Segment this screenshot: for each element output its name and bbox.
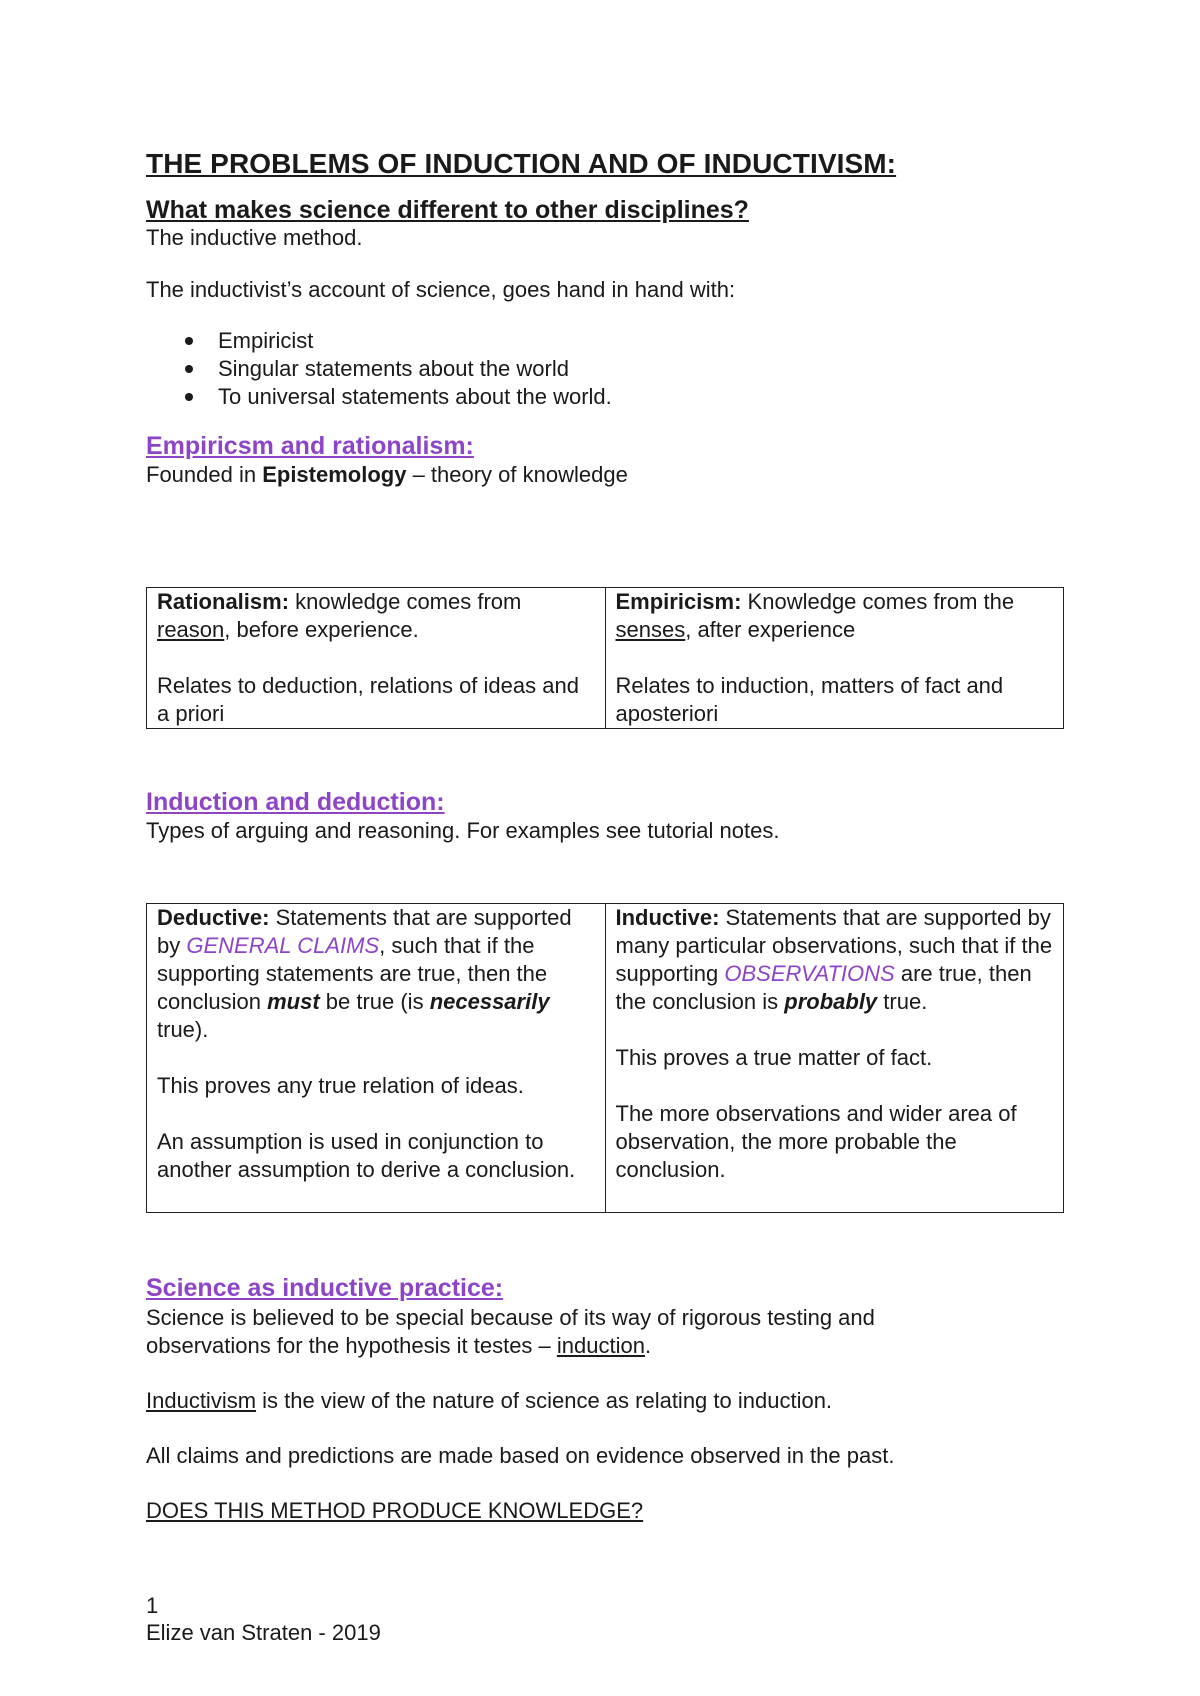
rationalism-cell: Rationalism: knowledge comes from reason, before experience. Relates to deduction, relations of ideas and a priori <box>147 588 606 729</box>
list-item: Empiricist <box>146 327 612 355</box>
bullet-icon <box>185 365 193 373</box>
footer-author: Elize van Straten - 2019 <box>146 1620 381 1645</box>
page-number: 1 <box>146 1593 159 1618</box>
deductive-cell: Deductive: Statements that are supported by GENERAL CLAIMS, such that if the supporting statements are true, then the conclusion must be true (is necessarily true). This proves any true relation of ideas. An assumption is used in conjunction to another assumption to derive a conclusion. <box>147 904 606 1213</box>
inductive-cell: Inductive: Statements that are supported by many particular observations, such that if the supporting OBSERVATIONS are true, then the conclusion is probably true. This proves a true matter of fact. The more observations and wider area of observation, the more probable the conclusion. <box>605 904 1064 1213</box>
section-heading-empiricism: Empiricsm and rationalism: <box>146 432 474 460</box>
answer-text: The inductive method. <box>146 225 363 250</box>
section-heading-science-different: What makes science different to other disciplines? <box>146 196 749 224</box>
claims-predictions: All claims and predictions are made based on evidence observed in the past. <box>146 1443 895 1468</box>
founded-line: Founded in Epistemology – theory of knowledge <box>146 462 628 487</box>
science-special-line1: Science is believed to be special because of its way of rigorous testing and <box>146 1305 875 1330</box>
empiricism-cell: Empiricism: Knowledge comes from the senses, after experience Relates to induction, matters of fact and aposteriori <box>605 588 1064 729</box>
types-of-arguing: Types of arguing and reasoning. For examples see tutorial notes. <box>146 818 780 843</box>
knowledge-question: DOES THIS METHOD PRODUCE KNOWLEDGE? <box>146 1498 644 1523</box>
inductivism-definition: Inductivism is the view of the nature of science as relating to induction. <box>146 1388 833 1413</box>
inductivist-intro: The inductivist’s account of science, goes hand in hand with: <box>146 277 736 302</box>
bullet-icon <box>185 337 193 345</box>
section-heading-induction-deduction: Induction and deduction: <box>146 788 445 816</box>
deductive-inductive-table <box>146 903 1064 1213</box>
rationalism-empiricism-table <box>146 587 1064 729</box>
list-item: Singular statements about the world <box>146 355 612 383</box>
document-title: THE PROBLEMS OF INDUCTION AND OF INDUCTIVISM: <box>146 148 897 179</box>
list-item: To universal statements about the world. <box>146 383 612 411</box>
bullet-list <box>146 327 612 411</box>
bullet-icon <box>185 393 193 401</box>
science-special-line2: observations for the hypothesis it testes – induction. <box>146 1333 652 1358</box>
section-heading-science-inductive: Science as inductive practice: <box>146 1274 504 1302</box>
